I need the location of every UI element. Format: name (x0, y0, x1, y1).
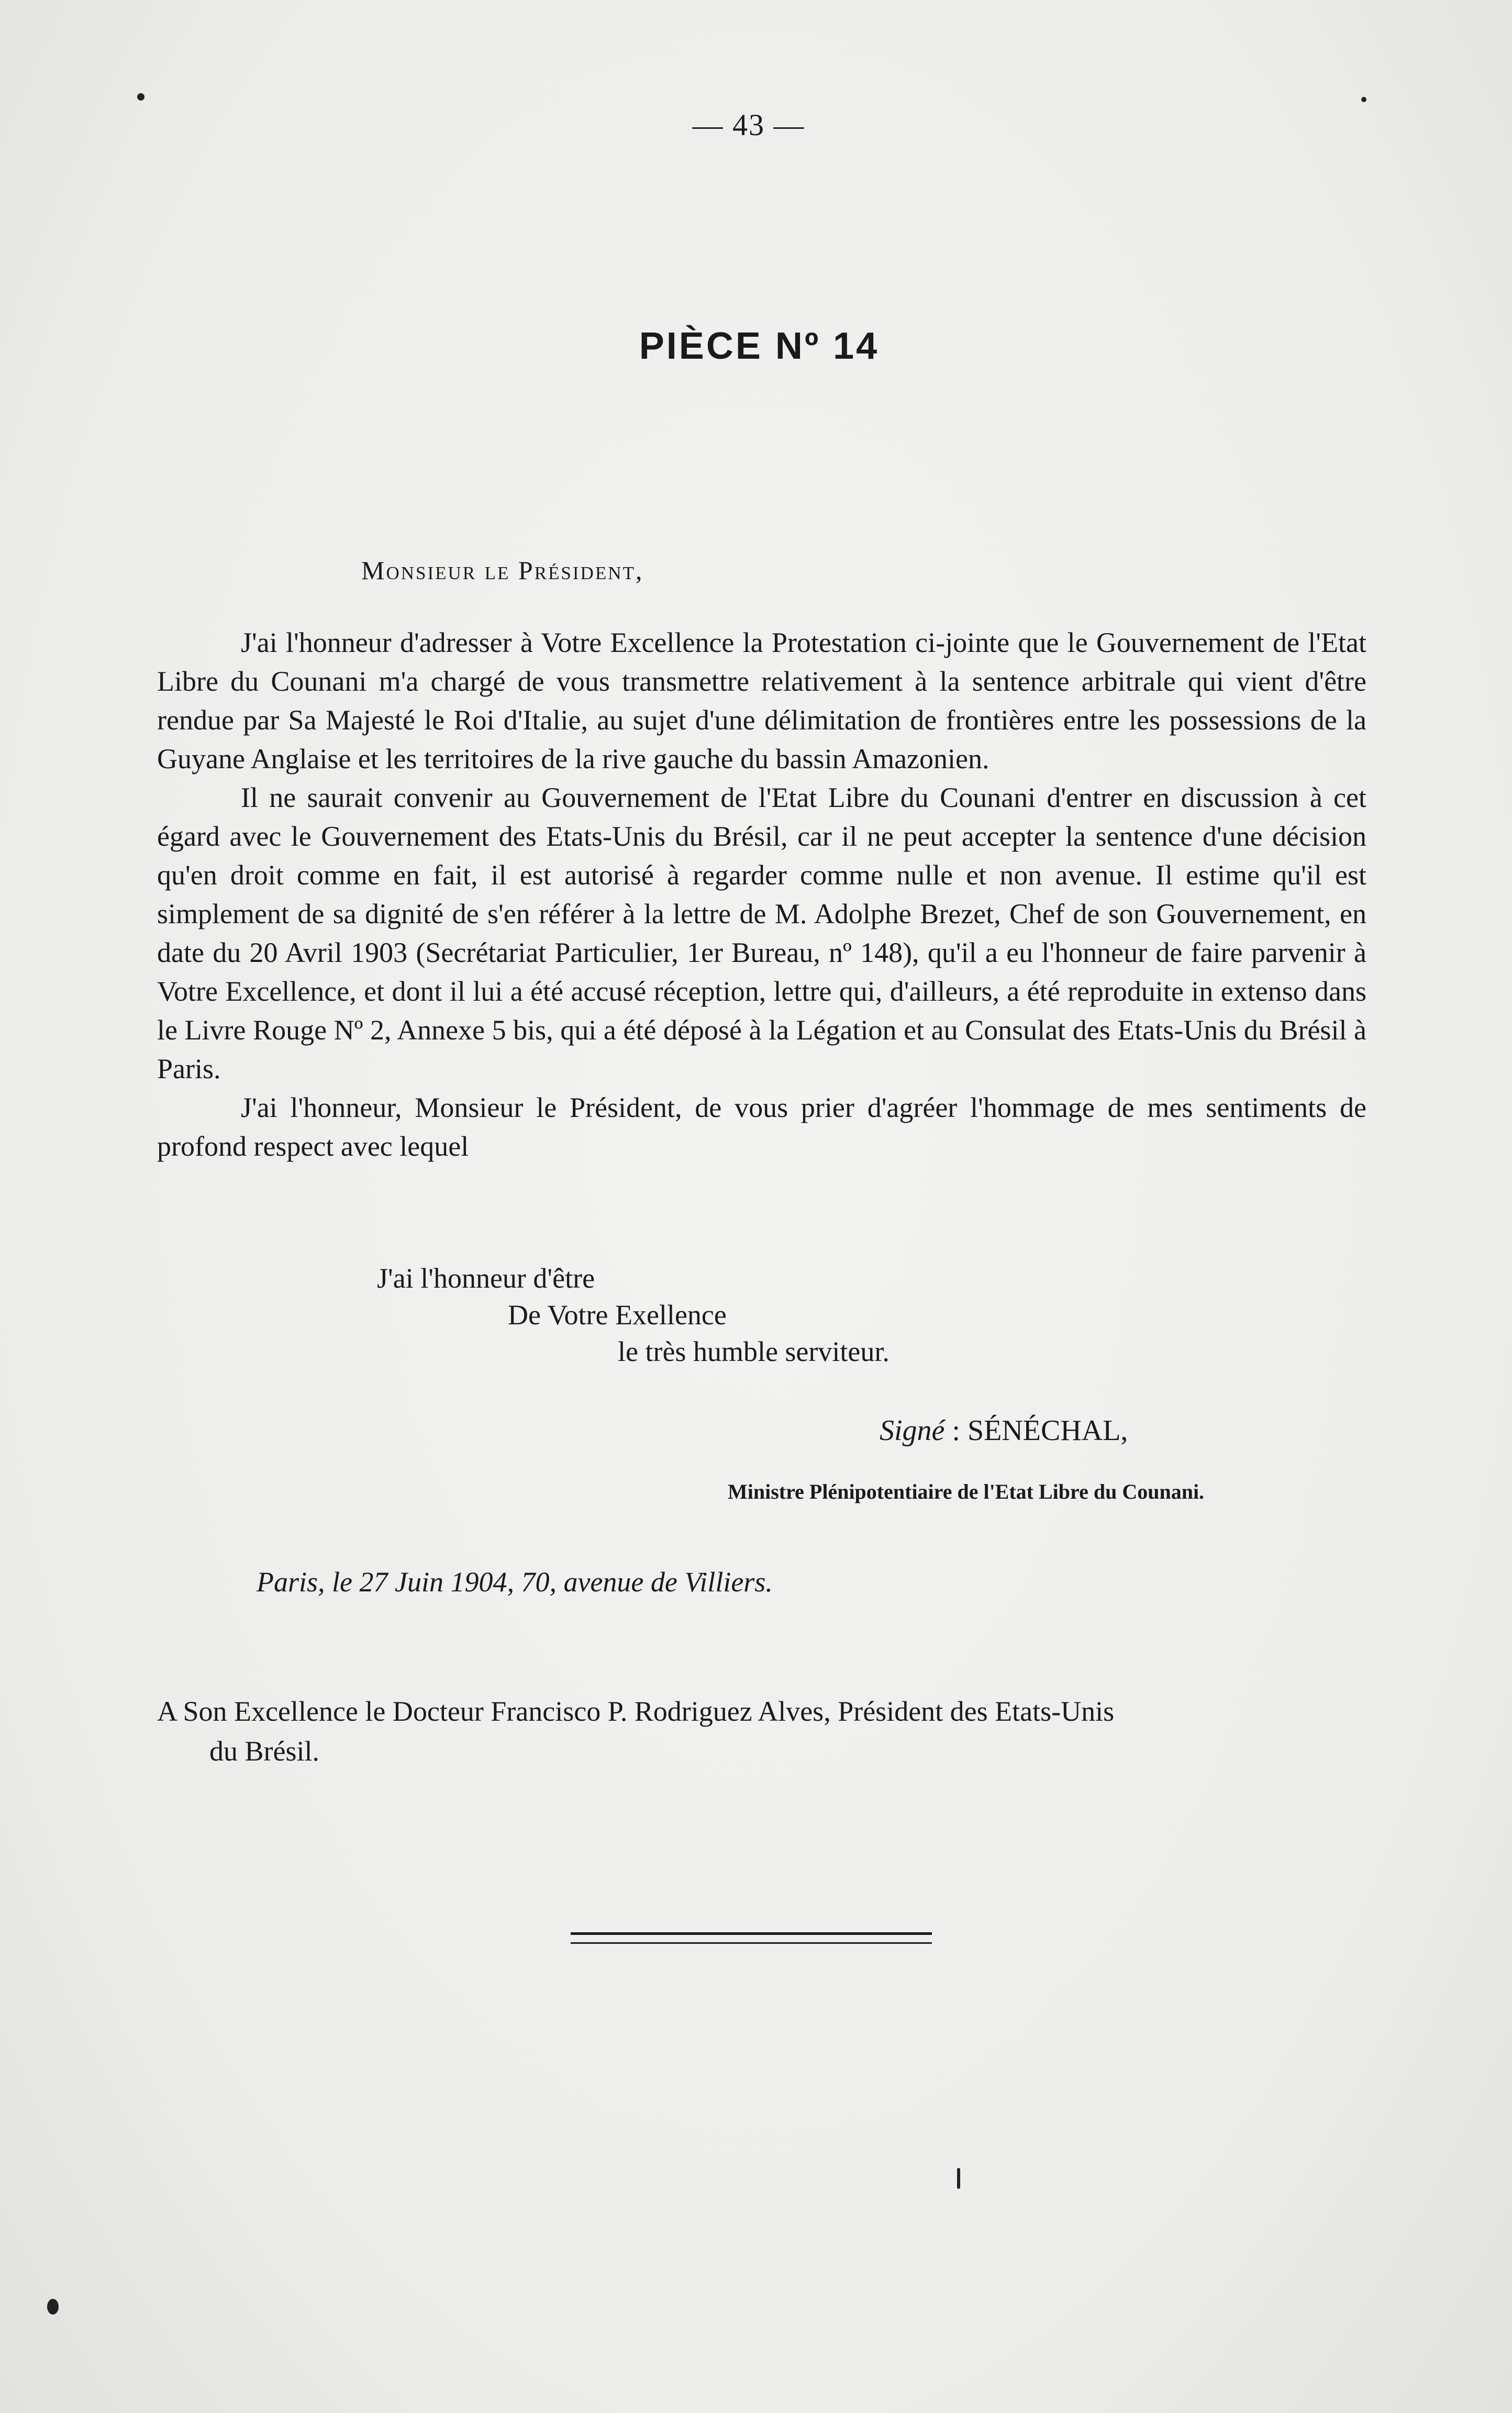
closing-rule (571, 1932, 932, 1944)
letter-body (157, 623, 1366, 1166)
minister-title: Ministre Plénipotentiaire de l'Etat Libre du Counani. (728, 1480, 1205, 1503)
signature-label: Signé (880, 1414, 945, 1447)
addressee (157, 1691, 1366, 1771)
ink-speck (137, 93, 144, 101)
place-date: Paris, le 27 Juin 1904, 70, avenue de Villiers. (257, 1566, 773, 1598)
closing-line-3: le très humble serviteur. (618, 1336, 890, 1367)
paragraph-2: Il ne saurait convenir au Gouvernement de l'Etat Libre du Counani d'entrer en discussion à cet égard avec le Gouvernement des Etats-Unis du Brésil, car il ne peut accepter la sentence d'une décision qu'en droit comme en fait, il est autorisé à regarder comme nulle et non avenue. Il estime qu'il est simplement de sa dignité de s'en référer à la lettre de M. Adolphe Brezet, Chef de son Gouvernement, en date du 20 Avril 1903 (Secrétariat Particulier, 1er Bureau, nº 148), qu'il a eu l'honneur de faire parvenir à Votre Excellence, et dont il lui a été accusé réception, lettre qui, d'ailleurs, a été reproduite in extenso dans le Livre Rouge Nº 2, Annexe 5 bis, qui a été déposé à la Légation et au Consulat des Etats-Unis du Brésil à Paris. (157, 782, 1366, 1084)
paragraph-1: J'ai l'honneur d'adresser à Votre Excellence la Protestation ci-jointe que le Gouvernement de l'Etat Libre du Counani m'a chargé de vous transmettre relativement à la sentence arbitrale qui vient d'être rendue par Sa Majesté le Roi d'Italie, au sujet d'une délimitation de frontières entre les possessions de la Guyane Anglaise et les territoires de la rive gauche du bassin Amazonien. (157, 627, 1366, 774)
salutation: Monsieur le Président, (361, 556, 644, 585)
signature (880, 1414, 1128, 1447)
closing-line-1: J'ai l'honneur d'être (377, 1263, 595, 1294)
ink-speck (957, 2168, 960, 2189)
page-number: — 43 — (692, 108, 805, 142)
piece-heading: PIÈCE Nº 14 (639, 325, 880, 367)
ink-speck (1361, 97, 1366, 102)
addressee-line-1: A Son Excellence le Docteur Francisco P. Rodriguez Alves, Président des Etats-Unis (157, 1696, 1115, 1727)
ink-speck (47, 2299, 59, 2315)
signature-name: : SÉNÉCHAL, (952, 1414, 1128, 1447)
paragraph-3: J'ai l'honneur, Monsieur le Président, de vous prier d'agréer l'hommage de mes sentiments de profond respect avec lequel (157, 1092, 1366, 1162)
closing-line-2: De Votre Exellence (508, 1299, 727, 1331)
addressee-line-2: du Brésil. (209, 1735, 319, 1767)
